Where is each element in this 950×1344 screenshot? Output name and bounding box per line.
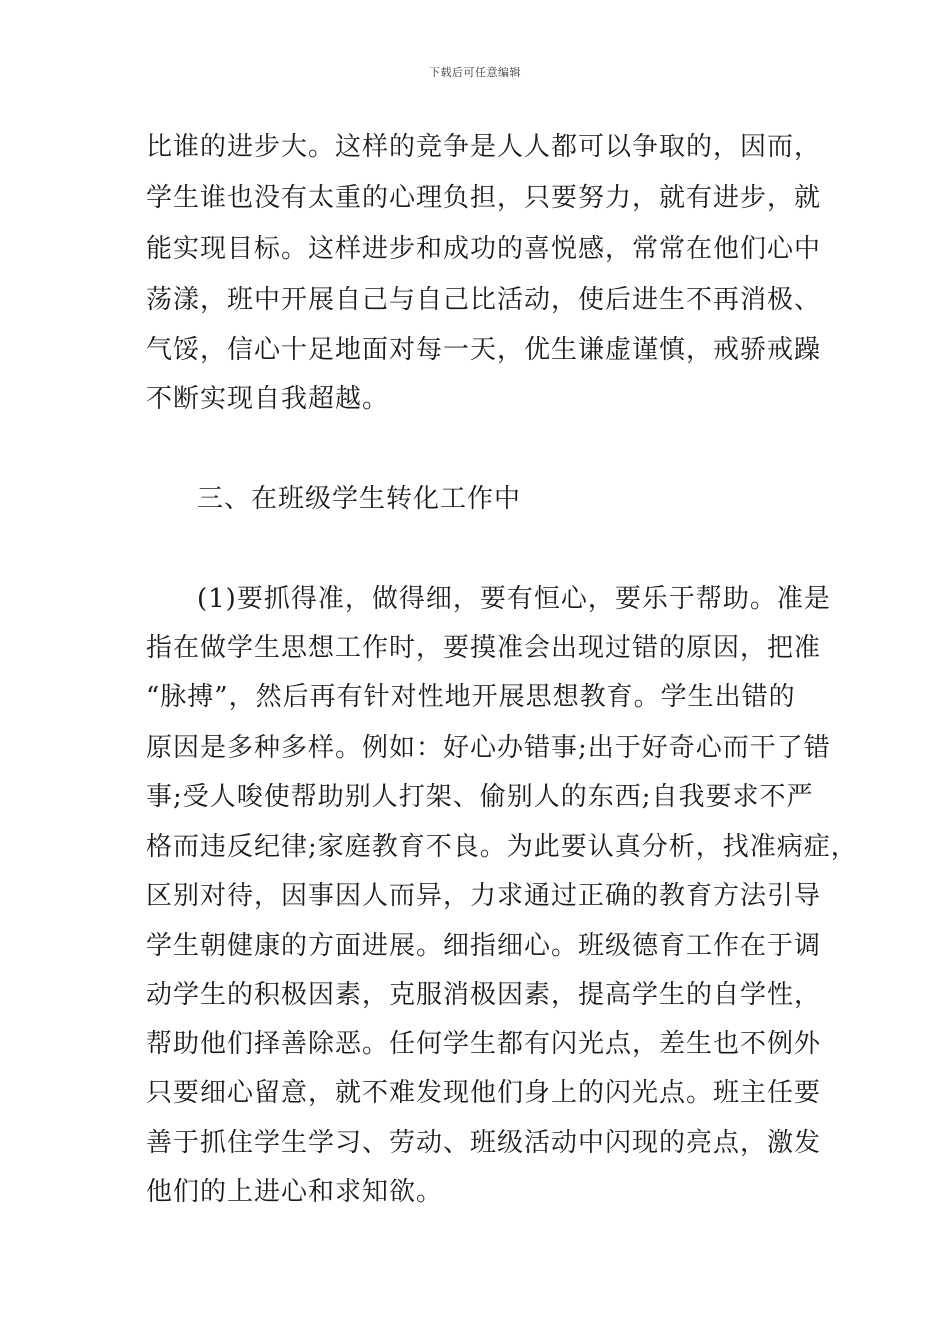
paragraph-line: (1)要抓得准，做得细，要有恒心，要乐于帮助。准是 — [197, 584, 831, 614]
paragraph-line: 学生朝健康的方面进展。细指细心。班级德育工作在于调 — [146, 931, 822, 961]
paragraph-line: 气馁，信心十足地面对每一天，优生谦虚谨慎，戒骄戒躁 — [146, 335, 822, 365]
paragraph-line: 他们的上进心和求知欲。 — [146, 1177, 444, 1207]
paragraph-line: 区别对待，因事因人而异，力求通过正确的教育方法引导 — [146, 881, 822, 911]
paragraph-line: 学生谁也没有太重的心理负担，只要努力，就有进步，就 — [146, 183, 822, 213]
section-heading: 三、在班级学生转化工作中 — [197, 484, 522, 514]
paragraph-line: 能实现目标。这样进步和成功的喜悦感，常常在他们心中 — [146, 234, 822, 264]
paragraph-line: 动学生的积极因素，克服消极因素，提高学生的自学性， — [146, 980, 822, 1010]
paragraph-line: 只要细心留意，就不难发现他们身上的闪光点。班主任要 — [146, 1078, 822, 1108]
paragraph-line: 善于抓住学生学习、劳动、班级活动中闪现的亮点，激发 — [146, 1128, 822, 1158]
paragraph-line: 比谁的进步大。这样的竞争是人人都可以争取的，因而， — [146, 132, 822, 162]
paragraph-line: 格而违反纪律;家庭教育不良。为此要认真分析，找准病症， — [146, 832, 858, 862]
paragraph-line: “脉搏”，然后再有针对性地开展思想教育。学生出错的 — [146, 682, 796, 712]
paragraph-line: 事;受人唆使帮助别人打架、偷别人的东西;自我要求不严 — [146, 782, 814, 812]
paragraph-line: 指在做学生思想工作时，要摸准会出现过错的原因，把准 — [146, 633, 822, 663]
page-header: 下载后可任意编辑 — [429, 66, 521, 79]
paragraph-line: 不断实现自我超越。 — [146, 384, 390, 414]
paragraph-line: 帮助他们择善除恶。任何学生都有闪光点，差生也不例外 — [146, 1029, 822, 1059]
paragraph-line: 荡漾，班中开展自己与自己比活动，使后进生不再消极、 — [146, 285, 822, 315]
paragraph-line: 原因是多种多样。例如：好心办错事;出于好奇心而干了错 — [146, 733, 831, 763]
